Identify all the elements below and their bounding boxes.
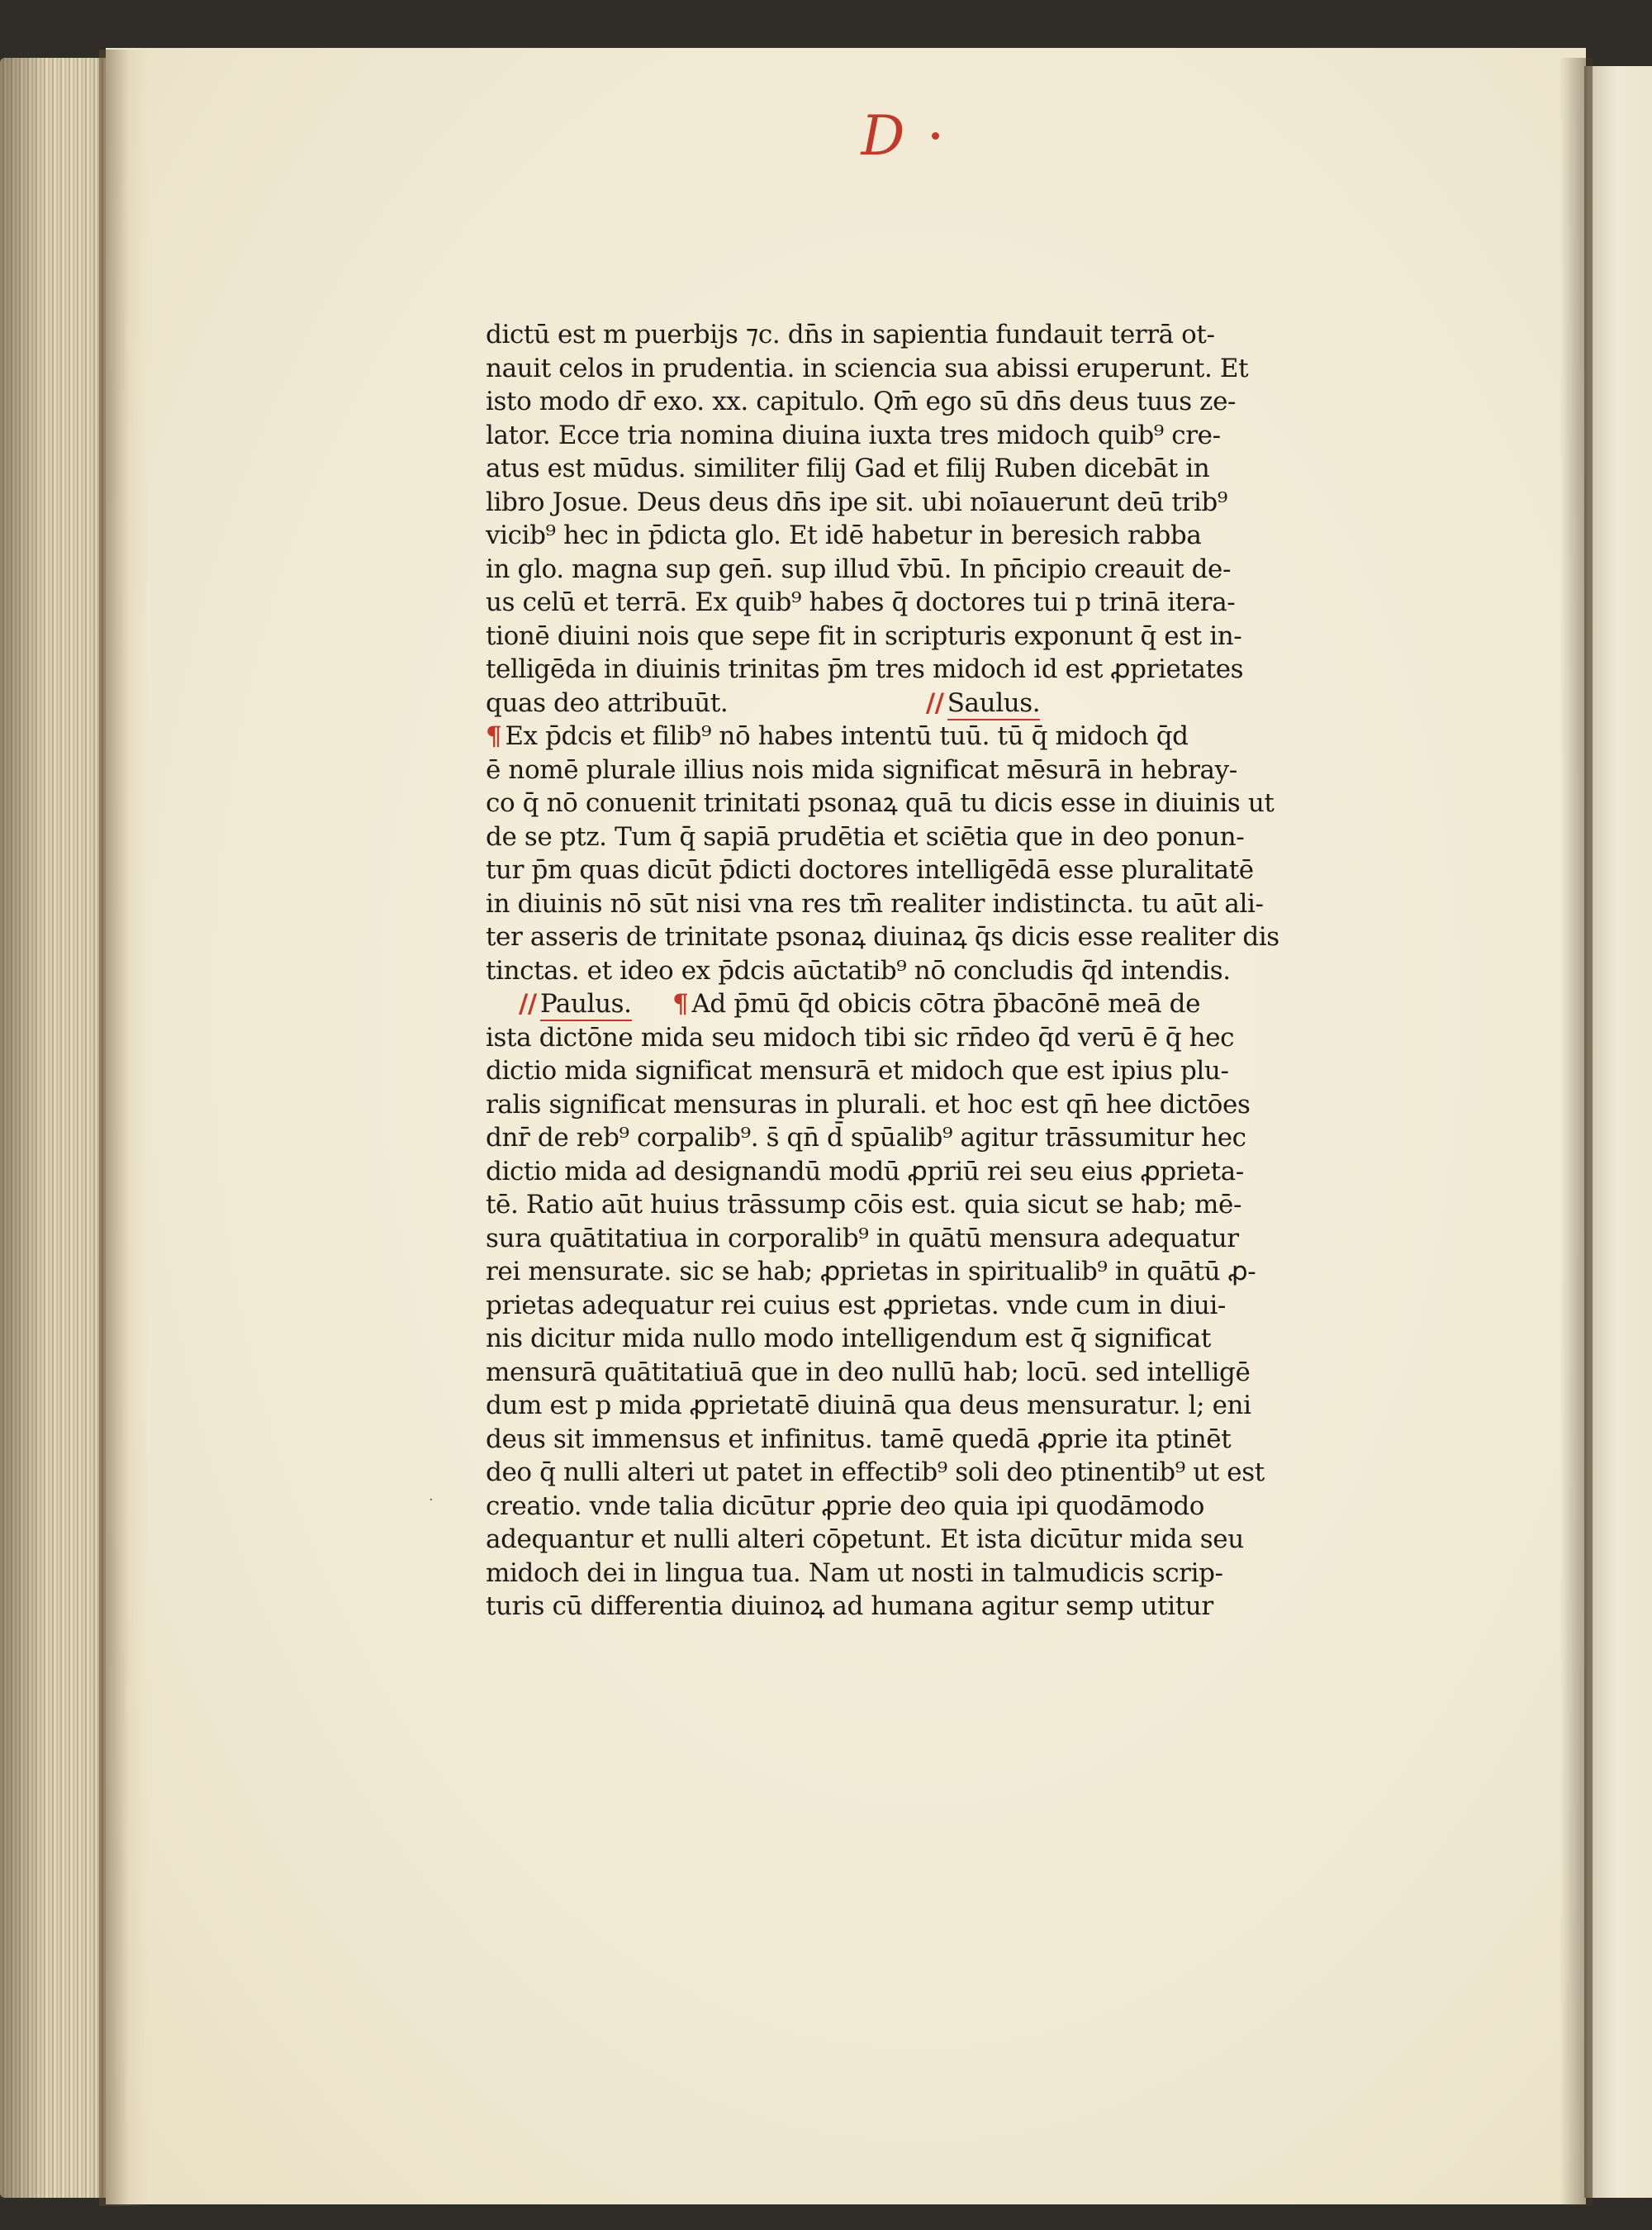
text-line [486,1456,1353,1490]
text-line [486,987,1353,1021]
line-text: Ex p̄dcis et filib⁹ nō habes intentū tuū. tū q̄ midoch q̄d [505,721,1189,751]
text-line [486,754,1353,787]
line-text: ista dictōne mida seu midoch tibi sic rn̄deo q̄d verū ē q̄ hec [486,1022,1235,1053]
text-line [486,1356,1353,1390]
text-line [486,352,1353,386]
line-text: sura quātitatiua in corporalib⁹ in quātū mensura adequatur [486,1223,1239,1253]
text-line [486,720,1353,754]
line-text: dictū est m puerbijs ⁊c. dn̄s in sapientia fundauit terrā ot- [486,320,1215,349]
text-line [486,1523,1353,1557]
text-line [486,1155,1353,1189]
running-head-letter: D [861,104,907,168]
text-line [486,820,1353,854]
line-text: telligēda in diuinis trinitas p̄m tres midoch id est ꝓprietates [486,654,1244,684]
line-text: nis dicitur mida nullo modo intelligendum est q̄ significat [486,1324,1211,1353]
text-line [486,1255,1353,1289]
speaker-paulus [519,989,632,1019]
text-line [486,1557,1353,1590]
line-text: co q̄ nō conuenit trinitati psonaꝝ quā tu dicis esse in diuinis ut [486,788,1275,818]
text-line [486,687,1353,720]
line-text: rei mensurate. sic se hab; ꝓprietas in spiritualib⁹ in quātū ꝓ- [486,1257,1256,1286]
text-line [486,954,1353,988]
text-line [486,620,1353,654]
text-line [486,1590,1353,1624]
line-text: ralis significat mensuras in plurali. et hoc est qn̄ hee dictōes [486,1089,1251,1120]
line-text: adequantur et nulli alteri cōpetunt. Et ista dicūtur mida seu [486,1524,1244,1554]
line-text: lator. Ecce tria nomina diuina iuxta tres midoch quib⁹ cre- [486,420,1221,450]
line-text: libro Josue. Deus deus dn̄s ipe sit. ubi noīauerunt deū trib⁹ [486,487,1227,517]
line-text: dictio mida significat mensurā et midoch que est ipius plu- [486,1056,1229,1086]
text-line [486,1389,1353,1423]
line-text: de se ptz. Tum q̄ sapiā prudētia et sciētia que in deo ponun- [486,821,1245,852]
line-text: in glo. magna sup gen̄. sup illud v̄bū. In pn̄cipio creauit de- [486,554,1232,584]
line-text: isto modo dr̄ exo. xx. capitulo. Qm̄ ego sū dn̄s deus tuus ze- [486,387,1237,416]
line-text: quas deo attribuūt. [486,687,729,718]
text-line [486,419,1353,453]
pilcrow-mark: ¶ [486,721,502,751]
text-line [486,1322,1353,1356]
line-text: atus est mūdus. similiter filij Gad et filij Ruben dicebāt in [486,454,1210,483]
line-text: dnr̄ de reb⁹ corpalib⁹. s̄ qn̄ d̄ spūalib⁹ agitur trāssumitur hec [486,1123,1246,1153]
left-page-edges-shade [0,58,116,2198]
text-line [486,1423,1353,1457]
line-text: deus sit immensus et infinitus. tamē quedā ꝓprie ita ptinēt [486,1424,1232,1454]
speaker-saulus [926,688,1040,718]
line-text: prietas adequatur rei cuius est ꝓprietas. vnde cum in diui- [486,1290,1226,1320]
text-line [486,887,1353,921]
line-text: mensurā quātitatiuā que in deo nullū hab; locū. sed intelligē [486,1357,1251,1387]
text-line [486,653,1353,687]
line-text: ter asseris de trinitate psonaꝝ diuinaꝝ q̄s dicis esse realiter dis [486,922,1279,952]
line-text: in diuinis nō sūt nisi vna res tm̄ realiter indistincta. tu aūt ali- [486,888,1264,919]
line-text: us celū et terrā. Ex quib⁹ habes q̄ doctores tui p trinā itera- [486,587,1236,617]
text-line [486,486,1353,520]
text-line [486,1188,1353,1222]
text-line [486,452,1353,486]
text-line [486,1121,1353,1155]
speaker-name-paulus: Paulus. [540,989,632,1021]
pilcrow-mark: ¶ [672,989,689,1019]
text-line [486,920,1353,954]
line-text: turis cū differentia diuinoꝝ ad humana agitur semp utitur [486,1591,1213,1621]
right-page-edge [1584,66,1652,2198]
text-line [486,1490,1353,1524]
line-text: tionē diuini nois que sepe fit in scripturis exponunt q̄ est in- [486,621,1242,651]
text-line [486,318,1353,352]
text-line [486,553,1353,587]
line-text: nauit celos in prudentia. in sciencia sua abissi eruperunt. Et [486,353,1249,383]
line-text: creatio. vnde talia dicūtur ꝓprie deo quia ipi quodāmodo [486,1491,1205,1521]
text-line [486,1088,1353,1122]
speaker-name-saulus: Saulus. [947,688,1041,720]
line-text: tinctas. et ideo ex p̄dcis aūctatib⁹ nō concludis q̄d intendis. [486,955,1231,986]
line-text: dum est p mida ꝓprietatē diuinā qua deus mensuratur. l; eni [486,1391,1251,1420]
text-line [486,1021,1353,1055]
text-line [486,1289,1353,1323]
running-head [818,103,975,169]
text-line [486,385,1353,419]
text-line [486,853,1353,887]
line-text: dictio mida ad designandū modū ꝓpriū rei seu eius ꝓprieta- [486,1156,1244,1186]
text-line [486,519,1353,553]
line-text: tur p̄m quas dicūt p̄dicti doctores intelligēdā esse pluralitatē [486,855,1254,885]
text-line [486,1222,1353,1256]
line-text: deo q̄ nulli alteri ut patet in effectib⁹ soli deo ptinentib⁹ ut est [486,1457,1265,1487]
text-line [486,1054,1353,1088]
line-text: tē. Ratio aūt huius trāssump cōis est. quia sicut se hab; mē- [486,1190,1242,1220]
text-block [486,318,1353,1624]
text-line [486,586,1353,620]
line-text: midoch dei in lingua tua. Nam ut nosti in talmudicis scrip- [486,1557,1223,1588]
text-line [486,787,1353,820]
line-text: Ad p̄mū q̄d obicis cōtra p̄bacōnē meā de [691,989,1201,1019]
margin-mark: · [429,1491,434,1509]
speaker-mark: // [925,687,944,718]
speaker-mark: // [519,989,537,1019]
line-text: vicib⁹ hec in p̄dicta glo. Et idē habetur in beresich rabba [486,521,1202,550]
gutter-shadow [99,50,149,2206]
right-gutter-shadow [1559,58,1593,2206]
line-text: ē nomē plurale illius nois mida significat mēsurā in hebray- [486,754,1237,785]
running-head-dot [932,132,939,140]
